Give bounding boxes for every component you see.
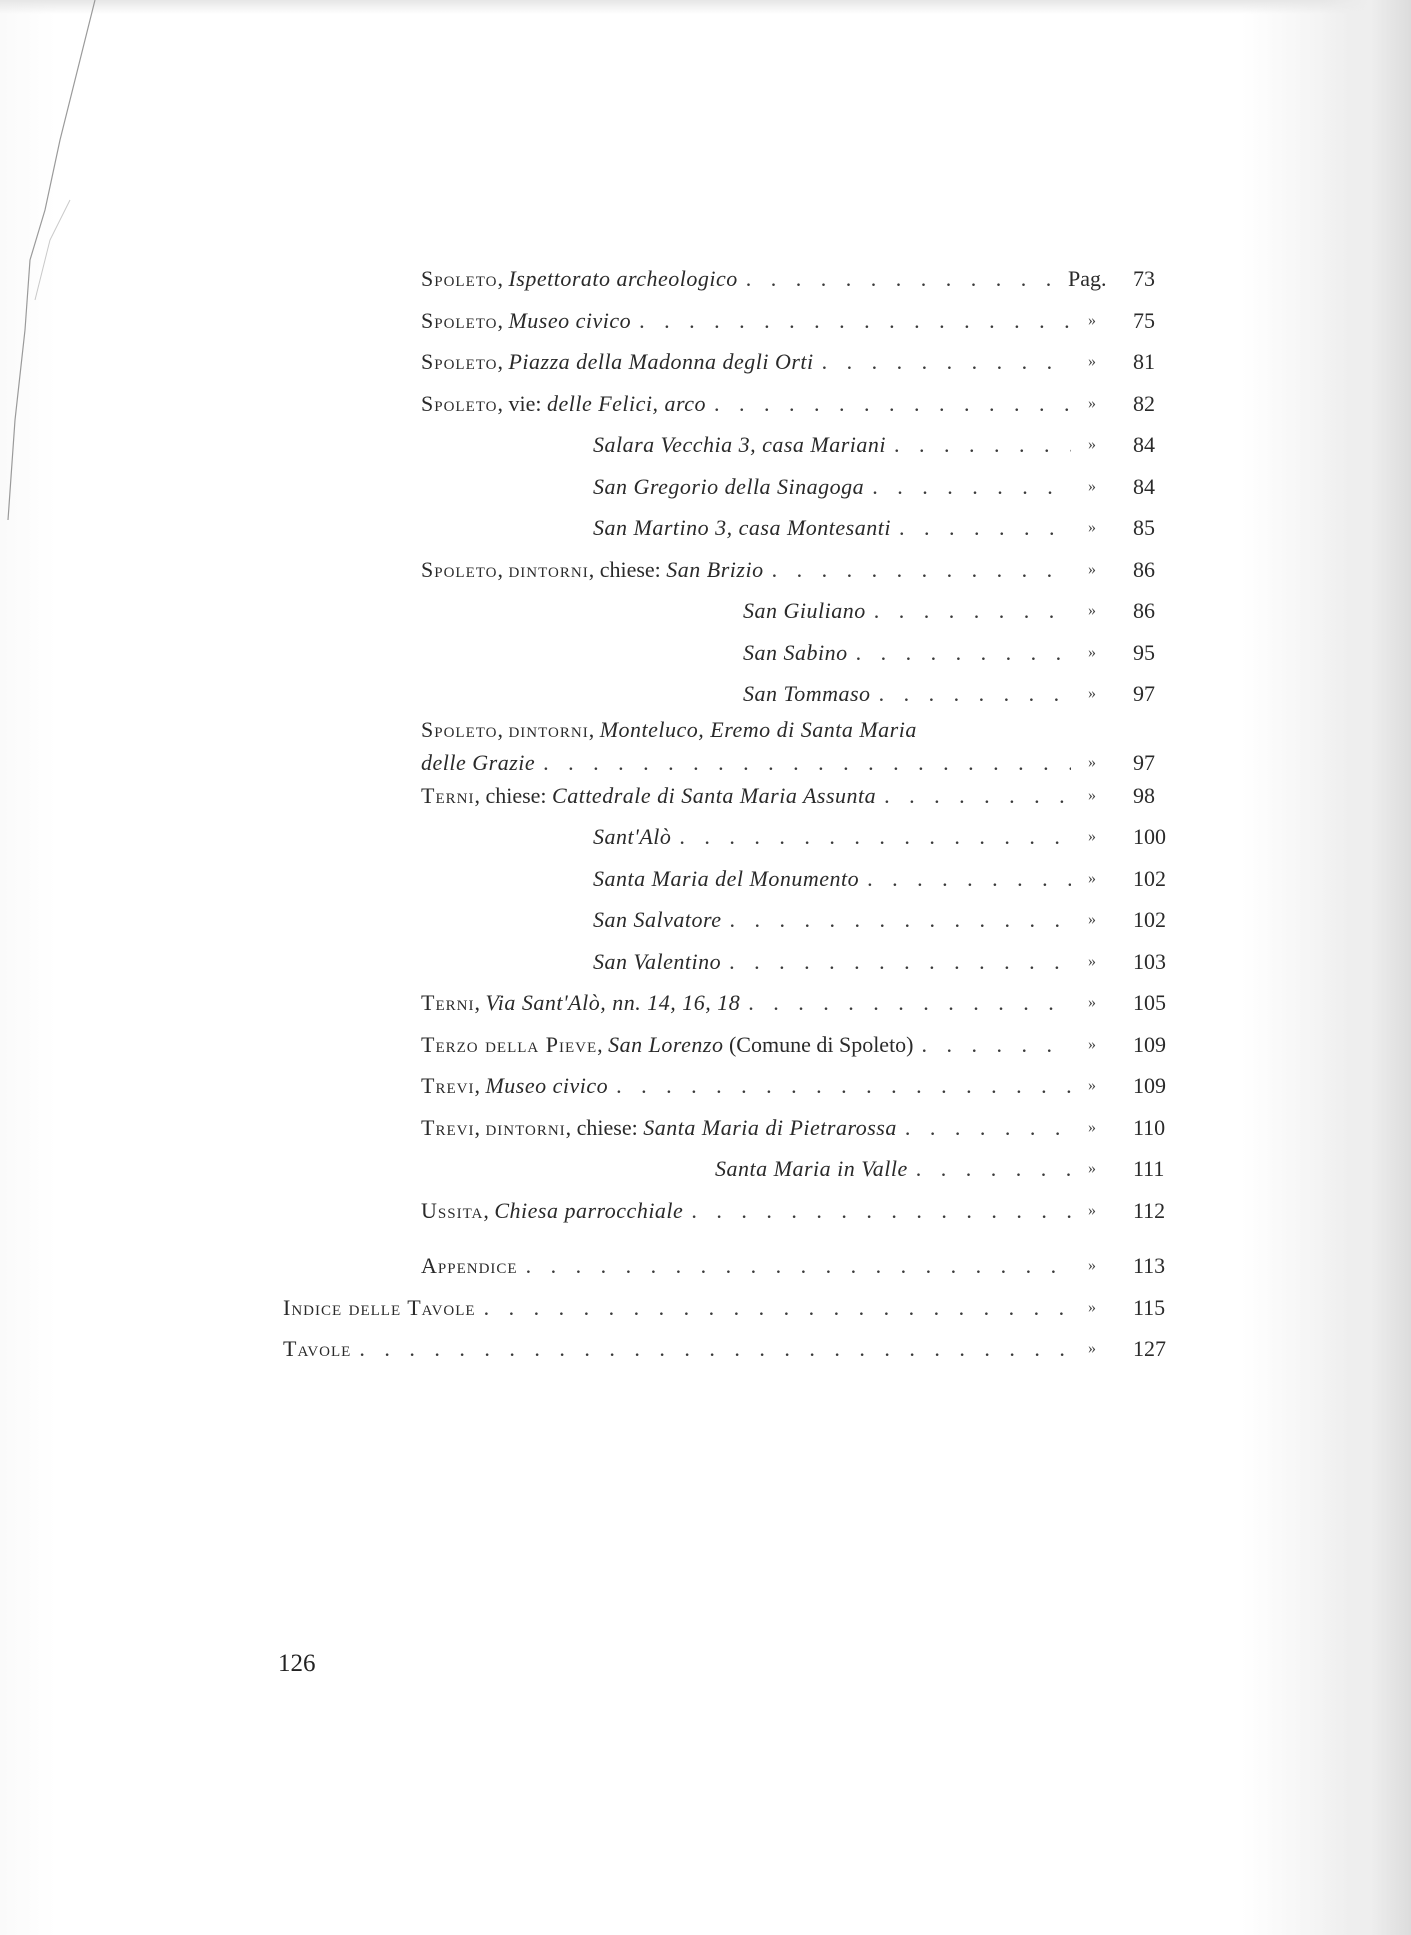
toc-ditto-mark: » <box>1088 353 1096 370</box>
toc-page-number: 97 <box>1133 681 1155 706</box>
toc-page-number: 109 <box>1133 1031 1166 1057</box>
toc-separator: , chiese: <box>588 556 667 582</box>
toc-page-number: 105 <box>1133 990 1166 1015</box>
toc-description: San Brizio <box>666 556 764 582</box>
toc-leader <box>351 1328 1071 1370</box>
toc-section <box>283 1245 1173 1287</box>
toc-leader <box>914 1024 1071 1066</box>
toc-ditto-mark: » <box>1088 1160 1096 1177</box>
toc-description: Salara Vecchia 3, casa Mariani <box>593 432 887 457</box>
toc-page-prefix: Pag. <box>1068 266 1107 291</box>
toc-city: Spoleto <box>421 556 498 582</box>
toc-subheading: dintorni <box>508 716 589 742</box>
toc-ditto-mark: » <box>1088 394 1096 412</box>
toc-ditto-mark: » <box>1088 436 1096 453</box>
toc-ditto-mark: » <box>1088 1118 1096 1136</box>
toc-description: San Valentino <box>593 948 722 974</box>
toc-leader <box>683 1190 1071 1232</box>
toc-leader <box>908 1148 1071 1190</box>
toc-leader <box>631 300 1071 342</box>
toc-ditto-mark: » <box>1088 643 1096 661</box>
toc-ditto-mark: » <box>1088 477 1096 495</box>
toc-ditto-mark: » <box>1088 828 1096 845</box>
toc-description: San Giuliano <box>743 598 866 623</box>
toc-page-number: 113 <box>1133 1253 1166 1278</box>
toc-separator: , <box>497 266 509 291</box>
toc-page-number: 84 <box>1133 473 1155 499</box>
toc-entry <box>283 982 1173 1024</box>
page-spine-shadow <box>1321 0 1411 1935</box>
toc-separator: , <box>474 1114 486 1140</box>
toc-leader <box>740 982 1071 1024</box>
toc-page-number: 102 <box>1133 865 1166 891</box>
toc-leader <box>886 424 1071 466</box>
toc-leader <box>859 858 1071 900</box>
toc-description: Santa Maria in Valle <box>715 1156 908 1181</box>
page-number: 126 <box>278 1650 316 1677</box>
toc-ditto-mark: » <box>1088 869 1096 887</box>
toc-description: Museo civico <box>508 307 632 333</box>
toc-page-number: 81 <box>1133 349 1155 374</box>
toc-page-number: 85 <box>1133 515 1155 540</box>
toc-ditto-mark: » <box>1088 1298 1096 1316</box>
toc-entry <box>283 383 1173 425</box>
toc-leader <box>814 341 1071 383</box>
toc-note: (Comune di Spoleto) <box>723 1031 914 1057</box>
toc-entry <box>283 549 1173 591</box>
toc-page-number: 95 <box>1133 639 1155 665</box>
toc-separator: , chiese: <box>565 1114 644 1140</box>
toc-ditto-mark: » <box>1088 560 1096 578</box>
toc-leader <box>738 258 1071 300</box>
toc-ditto-mark: » <box>1088 311 1096 329</box>
toc-separator: , <box>497 349 509 374</box>
toc-ditto-mark: » <box>1088 1035 1096 1053</box>
table-of-contents <box>283 258 1173 1370</box>
toc-separator: , <box>597 1031 609 1057</box>
toc-separator: , <box>497 716 509 742</box>
toc-page-number: 73 <box>1133 266 1155 291</box>
toc-ditto-mark: » <box>1088 685 1096 702</box>
toc-description: delle Felici, arco <box>546 390 707 416</box>
toc-city: Trevi <box>421 1073 475 1098</box>
toc-leader <box>476 1287 1071 1329</box>
toc-page-number: 102 <box>1133 907 1166 932</box>
toc-separator: , <box>474 990 486 1015</box>
toc-ditto-mark: » <box>1088 994 1096 1011</box>
toc-page-number: 103 <box>1133 948 1166 974</box>
toc-entry <box>283 899 1173 941</box>
toc-description: Chiesa parrocchiale <box>494 1197 684 1223</box>
toc-section-title: Tavole <box>283 1336 352 1361</box>
toc-page-number: 84 <box>1133 432 1155 457</box>
toc-description: San Gregorio della Sinagoga <box>593 473 865 499</box>
toc-ditto-mark: » <box>1088 1257 1096 1274</box>
toc-page-number: 75 <box>1133 307 1155 333</box>
toc-description: Cattedrale di Santa Maria Assunta <box>552 782 877 808</box>
toc-separator: , vie: <box>497 390 547 416</box>
toc-leader <box>764 549 1071 591</box>
toc-ditto-mark: » <box>1088 1077 1096 1094</box>
toc-subheading: dintorni <box>508 556 589 582</box>
toc-leader <box>671 816 1071 858</box>
toc-page-number: 112 <box>1133 1197 1166 1223</box>
toc-entry <box>283 507 1173 549</box>
toc-leader <box>706 383 1071 425</box>
toc-description: San Martino 3, casa Montesanti <box>593 515 891 540</box>
toc-leader <box>876 775 1071 817</box>
toc-separator: , <box>497 307 509 333</box>
toc-city: Terni <box>421 990 475 1015</box>
toc-entry <box>283 1024 1173 1066</box>
toc-entry <box>283 424 1173 466</box>
toc-page-number: 97 <box>1133 749 1155 775</box>
toc-city: Terni <box>421 782 475 808</box>
toc-leader <box>722 899 1072 941</box>
toc-page-number: 100 <box>1133 824 1166 849</box>
toc-separator: , <box>588 716 600 742</box>
toc-entry <box>283 258 1173 300</box>
toc-entry <box>283 466 1173 508</box>
toc-description: Ispettorato archeologico <box>508 266 738 291</box>
toc-leader <box>518 1245 1071 1287</box>
toc-page-number: 86 <box>1133 556 1155 582</box>
toc-description: San Lorenzo <box>608 1031 724 1057</box>
toc-city: Spoleto <box>421 349 498 374</box>
toc-entry <box>283 590 1173 632</box>
toc-entry <box>283 1107 1173 1149</box>
toc-separator: , <box>497 556 509 582</box>
toc-page-number: 111 <box>1133 1156 1165 1181</box>
toc-entry <box>283 1148 1173 1190</box>
toc-separator: , chiese: <box>474 782 553 808</box>
toc-separator: , <box>483 1197 495 1223</box>
toc-entry <box>283 1065 1173 1107</box>
toc-description: San Sabino <box>743 639 848 665</box>
toc-description: Santa Maria di Pietrarossa <box>643 1114 897 1140</box>
toc-page-number: 127 <box>1133 1336 1166 1361</box>
toc-leader <box>721 941 1071 983</box>
toc-leader <box>897 1107 1071 1149</box>
toc-entry <box>283 941 1173 983</box>
toc-ditto-mark: » <box>1088 602 1096 619</box>
toc-description: San Salvatore <box>593 907 722 932</box>
toc-ditto-mark: » <box>1088 786 1096 804</box>
toc-entry <box>283 300 1173 342</box>
toc-page-number: 110 <box>1133 1114 1166 1140</box>
toc-leader <box>866 590 1071 632</box>
toc-entry <box>283 858 1173 900</box>
toc-leader <box>864 466 1071 508</box>
toc-ditto-mark: » <box>1088 911 1096 928</box>
toc-city: Spoleto <box>421 266 498 291</box>
toc-page-number: 82 <box>1133 390 1155 416</box>
toc-description-continued: delle Grazie <box>421 749 536 775</box>
toc-leader <box>891 507 1071 549</box>
toc-entry <box>283 632 1173 674</box>
toc-city: Spoleto <box>421 390 498 416</box>
toc-city: Trevi <box>421 1114 475 1140</box>
toc-leader <box>848 632 1071 674</box>
toc-description: Sant'Alò <box>593 824 672 849</box>
toc-entry <box>283 775 1173 817</box>
toc-city: Terzo della Pieve <box>421 1031 598 1057</box>
toc-section <box>283 1287 1173 1329</box>
scan-top-shadow <box>0 0 1411 14</box>
toc-leader <box>608 1065 1071 1107</box>
toc-ditto-mark: » <box>1088 519 1096 536</box>
toc-page-number: 86 <box>1133 598 1155 623</box>
toc-page-number: 115 <box>1133 1294 1166 1320</box>
toc-section-title: Indice delle Tavole <box>283 1294 476 1320</box>
toc-city: Ussita <box>421 1197 484 1223</box>
toc-subheading: dintorni <box>485 1114 566 1140</box>
torn-page-edge <box>0 0 120 520</box>
toc-city: Spoleto <box>421 307 498 333</box>
toc-description: Piazza della Madonna degli Orti <box>508 349 814 374</box>
toc-entry <box>283 816 1173 858</box>
toc-description: Via Sant'Alò, nn. 14, 16, 18 <box>485 990 741 1015</box>
toc-description: Monteluco, Eremo di Santa Maria <box>599 716 917 742</box>
toc-page-number: 109 <box>1133 1073 1166 1098</box>
toc-entry <box>283 1190 1173 1232</box>
toc-section <box>283 1328 1173 1370</box>
toc-ditto-mark: » <box>1088 1340 1096 1357</box>
toc-description: Museo civico <box>485 1073 609 1098</box>
toc-entry <box>283 715 1173 775</box>
toc-city: Spoleto <box>421 716 498 742</box>
toc-description: San Tommaso <box>743 681 871 706</box>
toc-description: Santa Maria del Monumento <box>593 865 860 891</box>
toc-entry <box>283 341 1173 383</box>
toc-ditto-mark: » <box>1088 1201 1096 1219</box>
toc-separator: , <box>474 1073 486 1098</box>
toc-ditto-mark: » <box>1088 753 1096 771</box>
toc-section-title: Appendice <box>421 1253 518 1278</box>
toc-page-number: 98 <box>1133 782 1155 808</box>
toc-ditto-mark: » <box>1088 952 1096 970</box>
